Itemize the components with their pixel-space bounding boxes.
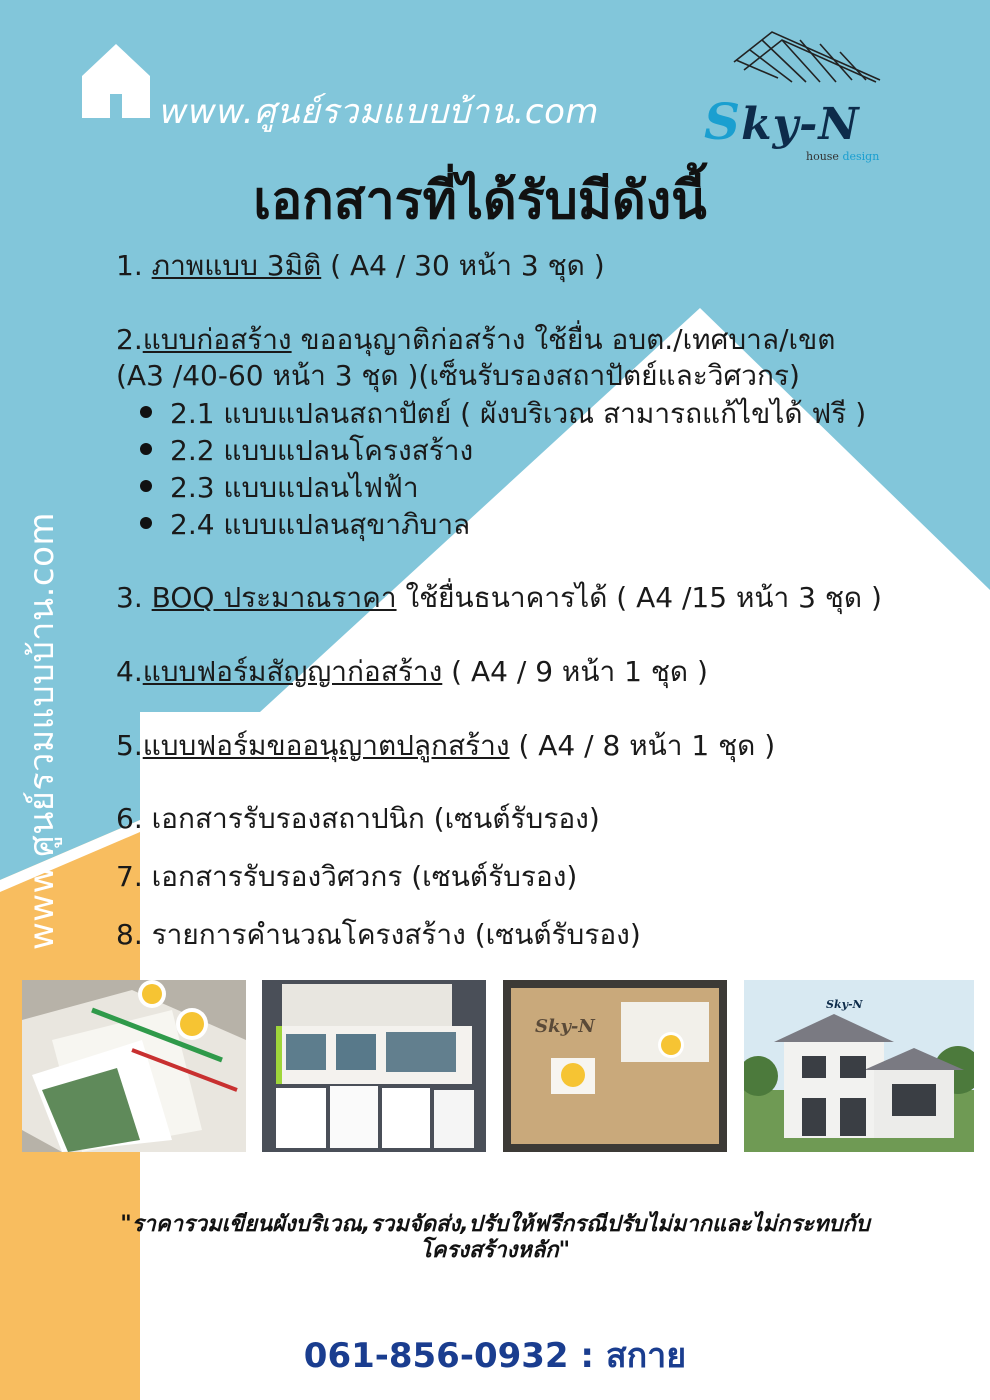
website-url: www.ศูนย์รวมแบบบ้าน.com: [160, 92, 599, 132]
sub-list-item: 2.4 แบบแปลนสุขาภิบาล: [140, 503, 470, 547]
photo-house-render: [744, 980, 974, 1152]
brand-tagline: house design: [806, 150, 880, 163]
list-item: 4.แบบฟอร์มสัญญาก่อสร้าง ( A4 / 9 หน้า 1 ชุด ): [116, 655, 708, 688]
contact-phone[interactable]: 061-856-0932 : สกาย: [303, 1336, 687, 1376]
sub-list-item: 2.1 แบบแปลนสถาปัตย์ ( ผังบริเวณ สามารถแก้ไขได้ ฟรี ): [140, 392, 866, 436]
sub-list-item: 2.3 แบบแปลนไฟฟ้า: [140, 466, 419, 510]
photo-parcel-package: [503, 980, 727, 1152]
list-item: 5.แบบฟอร์มขออนุญาตปลูกสร้าง ( A4 / 8 หน้า 1 ชุด ): [116, 729, 776, 762]
list-item: 7. เอกสารรับรองวิศวกร (เซนต์รับรอง): [116, 860, 578, 893]
bullet-icon: [140, 480, 152, 492]
sub-list-item: 2.2 แบบแปลนโครงสร้าง: [140, 429, 473, 473]
list-item: 1. ภาพแบบ 3มิติ ( A4 / 30 หน้า 3 ชุด ): [116, 249, 605, 282]
list-item: 3. BOQ ประมาณราคา ใช้ยื่นธนาคารได้ ( A4 /15 หน้า 3 ชุด ): [116, 581, 882, 614]
package-logo-text: Sky-N: [535, 1016, 595, 1037]
house-photo-logo-text: Sky-N: [826, 998, 863, 1011]
page-title: เอกสารที่ได้รับมีดังนี้: [253, 171, 707, 231]
list-item: 8. รายการคำนวณโครงสร้าง (เซนต์รับรอง): [116, 918, 641, 951]
list-item-detail: (A3 /40-60 หน้า 3 ชุด )(เซ็นรับรองสถาปัตย์และวิศวกร): [116, 359, 800, 392]
price-note-line: "ราคารวมเขียนผังบริเวณ,รวมจัดส่ง,ปรับให้ฟรีกรณีปรับไม่มากและไม่กระทบกับ: [120, 1212, 870, 1237]
home-icon: [80, 42, 152, 120]
bullet-icon: [140, 406, 152, 418]
price-note: [30, 1212, 960, 1265]
photo-documents-spread: [22, 980, 246, 1152]
list-item: 6. เอกสารรับรองสถาปนิก (เซนต์รับรอง): [116, 802, 600, 835]
vertical-website-url: www.ศูนย์รวมแบบบ้าน.com: [22, 511, 62, 950]
photo-printed-plans: [262, 980, 486, 1152]
list-item: 2.แบบก่อสร้าง ขออนุญาติก่อสร้าง ใช้ยื่น อบต./เทศบาล/เขต: [116, 323, 836, 356]
brand-name: Sky-N: [704, 92, 860, 151]
bullet-icon: [140, 443, 152, 455]
bullet-icon: [140, 517, 152, 529]
price-note-line: โครงสร้างหลัก": [419, 1238, 571, 1264]
